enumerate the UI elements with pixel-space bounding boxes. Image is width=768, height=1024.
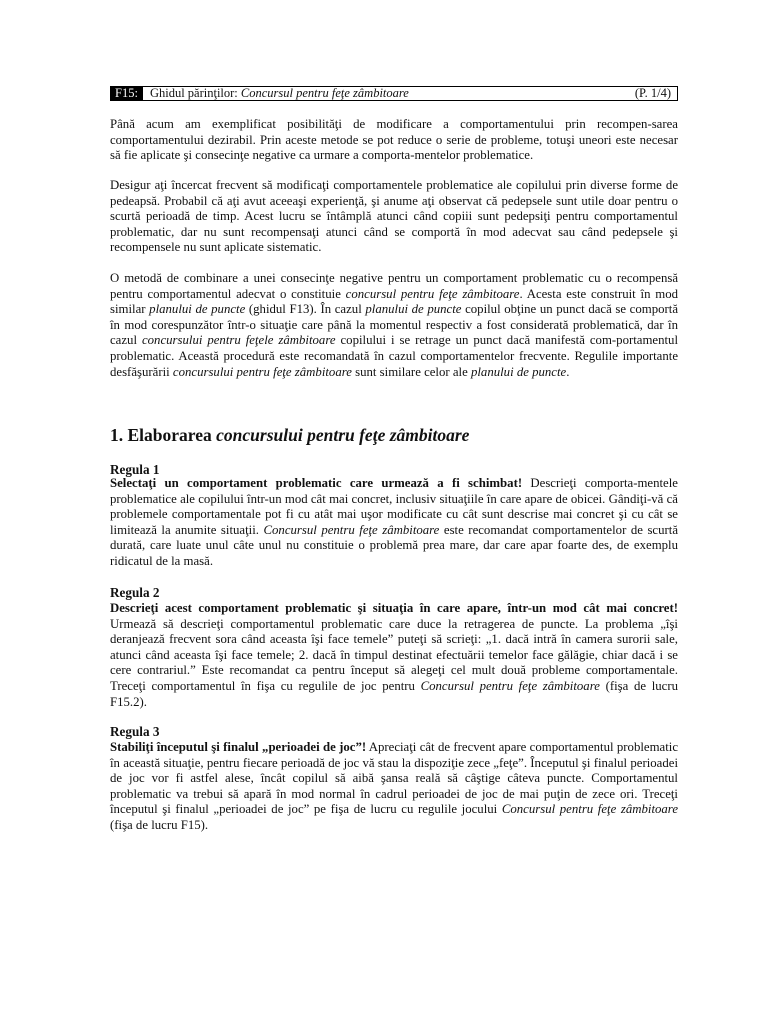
italic-run: planului de puncte: [470, 364, 567, 379]
text-run: copilului i se retrage un punct dacă manifestă com-portamentul problematic. Această procedură este recomandată în cazul comportamentelor frecvente. Regulile importante desfăşurării: [110, 333, 679, 379]
rule-2-heading: Regula 2: [110, 585, 160, 600]
italic-run: planului de puncte: [365, 302, 462, 317]
intro-paragraph-1: Până acum am exemplificat posibilităţi de modificare a comportamentului prin recompen-sarea comportamentului dezirabil. Prin aceste metode se pot reduce o serie de probleme, totuşi uneori este necesar să fie aplicate şi consecinţe negative ca urmare a comporta-mentelor problematice.: [110, 117, 678, 163]
text-run: este recomandat comportamentelor de scurtă durată, care luate unul câte unul nu constituie o problemă prea mare, dar care apar foarte des, de exemplu ridicatul de la masă.: [110, 522, 679, 568]
rule-3-lead: Stabiliţi începutul şi finalul „perioadei de joc”!: [110, 740, 367, 754]
guide-title: [143, 87, 409, 100]
page-header: [110, 86, 678, 101]
text-run: . Acesta este construit în mod similar: [110, 286, 678, 317]
italic-run: concursului pentru feţele zâmbitoare: [141, 333, 336, 348]
text-run: Urmează să descrieţi comportamentul problematic care duce la retragerea de puncte. La problema „îşi deranjează frecvent sora când aceasta îşi face temele” puteţi să scrieţi: „1. dacă intră în camera surorii sale, atunci când aceasta îşi face temele; 2. dacă în timpul destinat efectuării temelor face gălăgie, chiar dacă i se cere contrariul.” Este recomandat ca pentru început să alegeţi cel mult două probleme comportamentale. Treceţi comportamentul în fişa cu regulile de joc pentru: [110, 616, 678, 693]
italic-run: Concursul pentru feţe zâmbitoare: [420, 678, 600, 693]
rule-1-paragraph: [110, 476, 678, 570]
text-run: copilul obţine un punct dacă se comportă în mod corespunzător într-o situaţie care până la momentul respectiv a fost considerată problematică, dar în cazul: [110, 302, 678, 348]
italic-run: Concursul pentru feţe zâmbitoare: [263, 522, 440, 537]
italic-run: concursul pentru feţe zâmbitoare: [345, 286, 520, 301]
guide-title-italic: Concursul pentru feţe zâmbitoare: [240, 86, 409, 100]
rule-1-heading: Regula 1: [110, 462, 160, 477]
section-number: 1. Elaborarea: [110, 425, 217, 445]
rule-3-heading: Regula 3: [110, 724, 160, 739]
guide-title-prefix: Ghidul părinţilor:: [149, 86, 241, 100]
section-title-italic: concursului pentru feţe zâmbitoare: [216, 425, 470, 445]
guide-code: F15:: [111, 87, 143, 100]
section-heading: [110, 424, 678, 446]
text-run: Descrieţi comporta-mentele problematice ale copilului într-un mod cât mai concret, inclusiv situaţiile în care apare de obicei. Gândiţi-vă că problemele comportamentale pot fi cu atât mai uşor modificate cu cât sunt descrise mai concret şi cu cât se limitează la anumite situaţii.: [110, 476, 678, 537]
text-run: (ghidul F13). În cazul: [245, 302, 366, 317]
italic-run: Concursul pentru feţe zâmbitoare: [501, 802, 678, 817]
page-number: (P. 1/4): [634, 86, 671, 100]
rule-1-lead: Selectaţi un comportament problematic care urmează a fi schimbat!: [110, 476, 523, 490]
text-run: (fişa de lucru F15).: [110, 817, 209, 832]
rule-3-paragraph: [110, 740, 678, 834]
text-run: O metodă de combinare a unei consecinţe negative pentru un comportament problematic cu o recompensă pentru comportamentul adecvat o constituie: [110, 271, 678, 301]
rule-2-lead: Descrieţi acest comportament problematic şi situaţia în care apare, într-un mod cât mai concret!: [110, 601, 678, 615]
intro-paragraph-2: Desigur aţi încercat frecvent să modificaţi comportamentele problematice ale copilului prin diverse forme de pedeapsă. Probabil că aţi avut aceeaşi experienţă, şi anume aţi observat că pedepsele sunt utile doar pentru o scurtă perioadă de timp. Acest lucru se întâmplă atunci când copiii sunt pedepsiţi pentru comportamentul problematic, dar nu sunt recompensaţi atunci când se comportă în mod adecvat sau când pedepsele şi recompensele nu sunt aplicate sistematic.: [110, 178, 678, 255]
text-run: .: [566, 364, 570, 379]
italic-run: concursului pentru feţe zâmbitoare: [172, 364, 352, 379]
text-run: (fişa de lucru F15.2).: [110, 678, 678, 709]
text-run: Apreciaţi cât de frecvent apare comportamentul problematic în această situaţie, pentru fiecare perioadă de joc vă stau la dispoziţie zece „feţe”. Începutul şi finalul perioadei de joc vor fi astfel alese, încât copilul să aibă şansa reală să câştige câteva puncte. Comportamentul problematic va trebui să apară în mod normal în cadrul perioadei de joc de mai puţin de zece ori. Treceţi începutul şi finalul „perioadei de joc” pe fişa de lucru cu regulile jocului: [110, 740, 678, 817]
rule-2-paragraph: [110, 601, 678, 710]
text-run: sunt similare celor ale: [351, 364, 471, 379]
italic-run: planului de puncte: [149, 302, 246, 317]
intro-paragraph-3: [110, 271, 678, 380]
